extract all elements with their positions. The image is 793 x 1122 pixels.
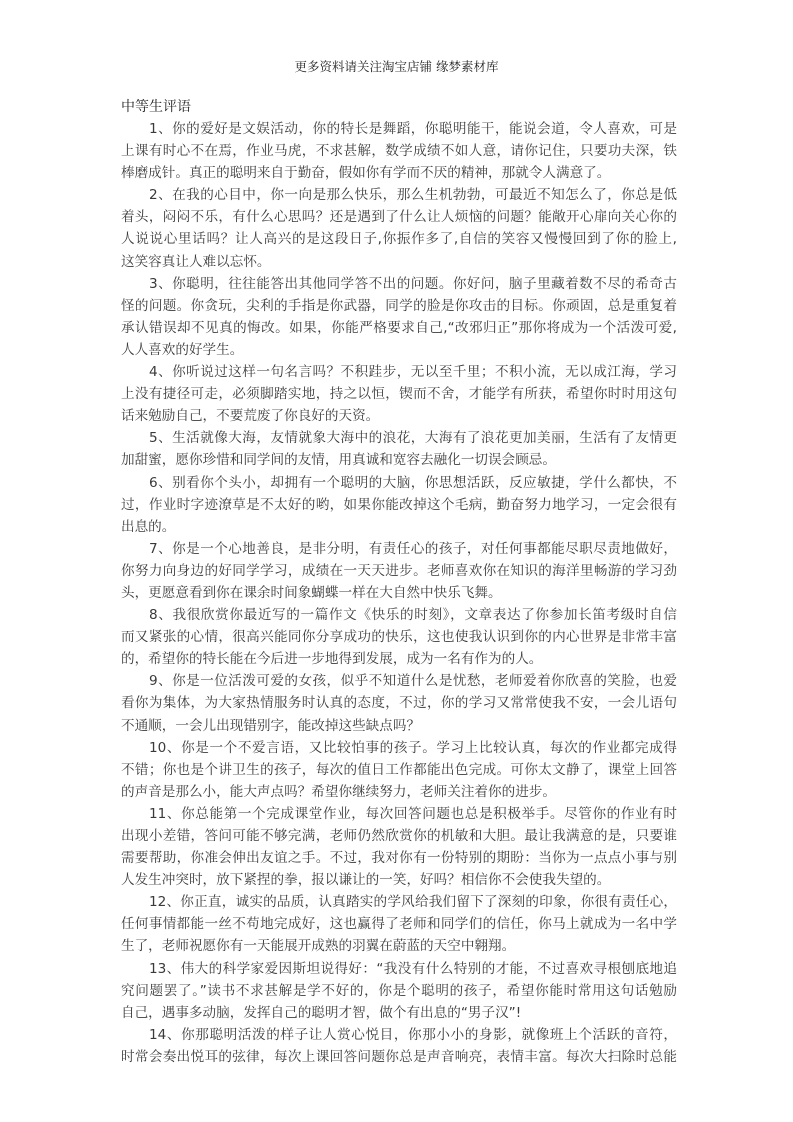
comment-paragraph	[121, 538, 677, 604]
paragraph-line: 生了，老师祝愿你有一天能展开成熟的羽翼在蔚蓝的天空中翱翔。	[121, 938, 516, 955]
paragraph-line: 4、你听说过这样一句名言吗？不积跬步，无以至千里；不积小流，无以成江海，学习	[149, 364, 677, 381]
paragraph-line: 不错；你也是个讲卫生的孩子，每次的值日工作都能出色完成。可你太文静了，课堂上回答	[121, 761, 677, 778]
paragraph-line: 究问题罢了。”读书不求甚解是学不好的，你是个聪明的孩子，希望你能时常用这句话勉励	[121, 982, 677, 999]
comment-paragraph	[121, 803, 677, 891]
comment-paragraph	[121, 118, 677, 184]
paragraph-line: 6、别看你个头小，却拥有一个聪明的大脑，你思想活跃，反应敏捷，学什么都快，不	[149, 474, 677, 491]
paragraph-line: 5、生活就像大海，友情就象大海中的浪花，大海有了浪花更加美丽，生活有了友情更	[149, 430, 677, 447]
paragraph-line: 人发生冲突时，放下紧捏的拳，报以谦让的一笑，好吗？相信你不会使我失望的。	[121, 872, 611, 889]
comment-paragraph	[121, 273, 677, 361]
paragraph-line: 承认错误却不见真的悔改。如果，你能严格要求自己,“改邪归正”那你将成为一个活泼可爱,	[121, 319, 677, 336]
comment-paragraph	[121, 958, 677, 1024]
paragraph-line: 9、你是一位活泼可爱的女孩，似乎不知道什么是忧愁，老师爱着你欣喜的笑脸，也爱	[149, 673, 677, 690]
paragraph-line: 而又紧张的心情，很高兴能同你分享成功的快乐，这也使我认识到你的内心世界是非常丰富	[121, 629, 677, 646]
paragraph-line: 人说说心里话吗？让人高兴的是这段日子,你振作多了,自信的笑容又慢慢回到了你的脸上,	[121, 231, 677, 248]
paragraph-line: 1、你的爱好是文娱活动，你的特长是舞蹈，你聪明能干，能说会道，令人喜欢，可是	[149, 121, 677, 137]
comment-paragraph	[121, 604, 677, 670]
paragraph-line: 不通顺，一会儿出现错别字，能改掉这些缺点吗？	[121, 717, 421, 734]
paragraph-line: 出息的。	[121, 518, 176, 535]
document-title: 中等生评语	[121, 99, 191, 115]
paragraph-line: 话来勉励自己，不要荒废了你良好的天资。	[121, 408, 380, 425]
paragraph-line: 这笑容真让人难以忘怀。	[121, 253, 271, 270]
paragraph-line: 自己，遇事多动脑，发挥自己的聪明才智，做个有出息的“男子汉”!	[121, 1004, 522, 1021]
paragraph-line: 人人喜欢的好学生。	[121, 341, 244, 358]
comment-paragraph	[121, 670, 677, 736]
paragraph-line: 棒磨成针。真正的聪明来自于勤奋，假如你有学而不厌的精神，那就令人满意了。	[121, 165, 611, 182]
paragraph-line: 需要帮助，你准会伸出友谊之手。不过，我对你有一份特别的期盼：当你为一点点小事与别	[121, 850, 677, 867]
paragraph-line: 看你为集体，为大家热情服务时认真的态度，不过，你的学习又常常使我不安，一会儿语句	[121, 695, 677, 712]
comment-list	[121, 118, 677, 1068]
paragraph-line: 10、你是一个不爱言语，又比较怕事的孩子。学习上比较认真，每次的作业都完成得	[149, 739, 677, 756]
paragraph-line: 你努力向身边的好同学学习，成绩在一天天进步。老师喜欢你在知识的海洋里畅游的学习劲	[121, 562, 677, 579]
paragraph-line: 时常会奏出悦耳的弦律，每次上课回答问题你总是声音响亮，表情丰富。每次大扫除时总能	[121, 1048, 677, 1065]
paragraph-line: 出现小差错，答问可能不够完满，老师仍然欣赏你的机敏和大胆。最让我满意的是，只要谁	[121, 828, 677, 844]
paragraph-line: 3、你聪明，往往能答出其他同学答不出的问题。你好问，脑子里藏着数不尽的希奇古	[149, 275, 677, 292]
paragraph-line: 的，希望你的特长能在今后进一步地得到发展，成为一名有作为的人。	[121, 651, 543, 668]
document-body	[121, 96, 677, 1068]
paragraph-line: 12、你正直，诚实的品质，认真踏实的学风给我们留下了深刻的印象，你很有责任心，	[149, 894, 677, 911]
comment-paragraph	[121, 1024, 677, 1068]
comment-paragraph	[121, 472, 677, 538]
comment-paragraph	[121, 361, 677, 427]
paragraph-line: 任何事情都能一丝不苟地完成好，这也赢得了老师和同学们的信任，你马上就成为一名中学	[121, 916, 677, 933]
paragraph-line: 怪的问题。你贪玩，尖利的手指是你武器，同学的脸是你攻击的目标。你顽固，总是重复着	[121, 297, 677, 314]
page-header: 更多资料请关注淘宝店铺 缘梦素材库	[294, 59, 499, 74]
paragraph-line: 着头，闷闷不乐，有什么心思吗？还是遇到了什么让人烦恼的问题？能敞开心扉向关心你的	[121, 209, 677, 226]
paragraph-line: 14、你那聪明活泼的样子让人赏心悦目，你那小小的身影，就像班上个活跃的音符，	[149, 1026, 677, 1043]
paragraph-line: 的声音是那么小，能大声点吗？希望你继续努力，老师关注着你的进步。	[121, 783, 556, 800]
paragraph-line: 2、在我的心目中，你一向是那么快乐，那么生机勃勃，可最近不知怎么了，你总是低	[149, 187, 677, 204]
paragraph-line: 过，作业时字迹潦草是不太好的哟，如果你能改掉这个毛病，勤奋努力地学习，一定会很有	[121, 496, 677, 513]
comment-paragraph	[121, 891, 677, 957]
paragraph-line: 加甜蜜，愿你珍惜和同学间的友情，用真诚和宽容去融化一切误会顾忌。	[121, 452, 556, 469]
paragraph-line: 7、你是一个心地善良，是非分明，有责任心的孩子，对任何事都能尽职尽责地做好，	[149, 540, 677, 557]
comment-paragraph	[121, 184, 677, 272]
paragraph-line: 头，更愿意看到你在课余时间象蝴蝶一样在大自然中快乐飞舞。	[121, 584, 502, 601]
comment-paragraph	[121, 737, 677, 803]
paragraph-line: 上课有时心不在焉，作业马虎，不求甚解，数学成绩不如人意，请你记住，只要功夫深，铁	[121, 143, 677, 160]
comment-paragraph	[121, 427, 677, 471]
paragraph-line: 13、伟大的科学家爱因斯坦说得好：“我没有什么特别的才能，不过喜欢寻根刨底地追	[149, 960, 677, 977]
paragraph-line: 上没有捷径可走，必须脚踏实地，持之以恒，锲而不舍，才能学有所获，希望你时时用这句	[121, 386, 677, 403]
paragraph-line: 8、我很欣赏你最近写的一篇作文《快乐的时刻》，文章表达了你参加长笛考级时自信	[149, 607, 677, 624]
paragraph-line: 11、你总能第一个完成课堂作业，每次回答问题也总是积极举手。尽管你的作业有时	[149, 805, 677, 822]
